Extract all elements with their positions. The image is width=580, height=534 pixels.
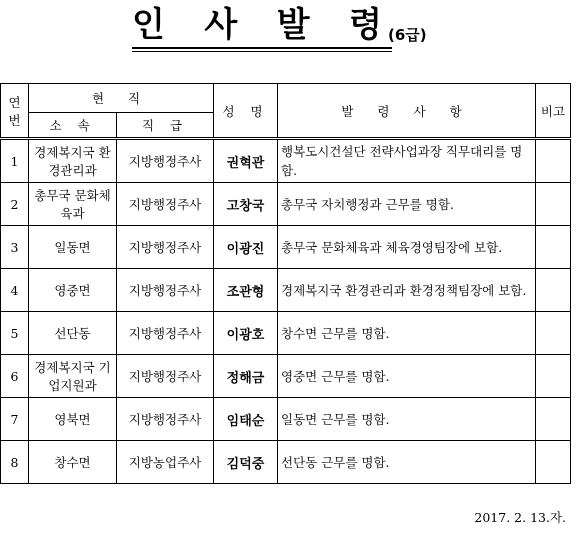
row-name: 이광호 [214,312,278,355]
row-rank: 지방행정주사 [117,269,214,312]
row-rank: 지방행정주사 [117,226,214,269]
row-no: 7 [1,398,29,441]
table-row [1,139,571,183]
row-rank: 지방행정주사 [117,312,214,355]
row-name: 조관형 [214,269,278,312]
row-dept: 경제복지국 기업지원과 [29,355,117,398]
row-note [536,355,571,398]
document-header [0,0,580,60]
row-rank: 지방행정주사 [117,398,214,441]
title-underline-thin [132,51,392,52]
row-dept: 창수면 [29,441,117,484]
header-rank: 직 급 [117,113,214,139]
row-no: 1 [1,139,29,183]
grade-label: (6급) [388,26,427,44]
row-dept: 경제복지국 환경관리과 [29,139,117,183]
table-row [1,441,571,484]
table-row [1,398,571,441]
header-order: 발 령 사 항 [278,84,536,139]
header-current: 현 직 [29,84,214,113]
issue-date: 2017. 2. 13.자. [474,510,566,525]
header-note: 비고 [536,84,571,139]
personnel-table [0,83,571,484]
table-row [1,269,571,312]
row-order: 일동면 근무를 명함. [278,398,536,441]
row-order: 창수면 근무를 명함. [278,312,536,355]
row-dept: 총무국 문화체육과 [29,183,117,226]
row-name: 권혁관 [214,139,278,183]
row-no: 5 [1,312,29,355]
row-note [536,441,571,484]
row-name: 김덕중 [214,441,278,484]
row-rank: 지방행정주사 [117,183,214,226]
table-row [1,183,571,226]
row-order: 행복도시건설단 전략사업과장 직무대리를 명함. [278,139,536,183]
row-order: 선단동 근무를 명함. [278,441,536,484]
document-title: 인 사 발 령 [132,5,386,45]
header-dept: 소 속 [29,113,117,139]
row-rank: 지방행정주사 [117,139,214,183]
row-no: 4 [1,269,29,312]
row-dept: 영북면 [29,398,117,441]
table-row [1,355,571,398]
row-order: 총무국 자치행정과 근무를 명함. [278,183,536,226]
row-rank: 지방농업주사 [117,441,214,484]
table-row [1,226,571,269]
row-dept: 영중면 [29,269,117,312]
row-note [536,139,571,183]
row-no: 8 [1,441,29,484]
row-note [536,226,571,269]
row-no: 3 [1,226,29,269]
row-no: 6 [1,355,29,398]
row-note [536,183,571,226]
row-note [536,269,571,312]
row-no: 2 [1,183,29,226]
row-name: 이광진 [214,226,278,269]
row-note [536,398,571,441]
row-name: 고창국 [214,183,278,226]
row-note [536,312,571,355]
row-name: 정해금 [214,355,278,398]
row-order: 경제복지국 환경관리과 환경정책팀장에 보함. [278,269,536,312]
title-underline [132,47,392,49]
row-rank: 지방행정주사 [117,355,214,398]
header-no: 연번 [1,84,29,139]
header-name: 성 명 [214,84,278,139]
row-order: 영중면 근무를 명함. [278,355,536,398]
row-order: 총무국 문화체육과 체육경영팀장에 보함. [278,226,536,269]
row-name: 임태순 [214,398,278,441]
row-dept: 일동면 [29,226,117,269]
table-row [1,312,571,355]
row-dept: 선단동 [29,312,117,355]
